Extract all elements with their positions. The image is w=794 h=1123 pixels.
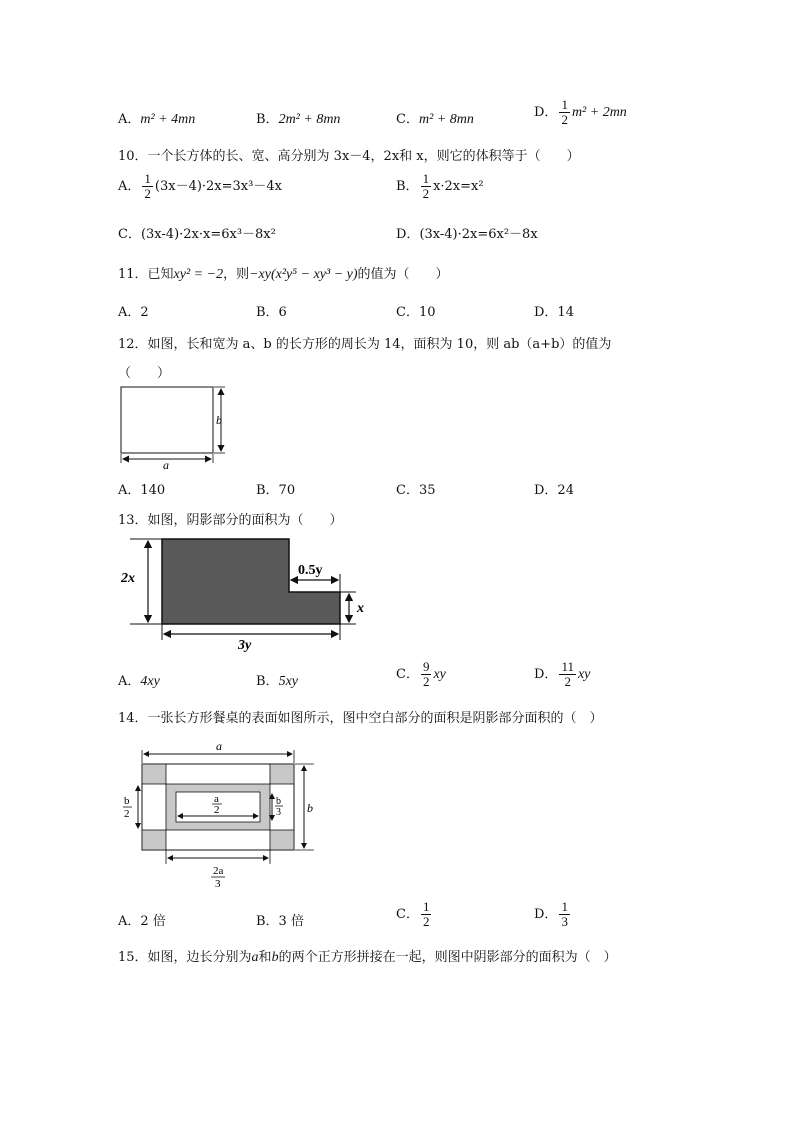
q14-option-d: D． $\frac{1}{3}$ [534,899,568,929]
q12-option-b: B．70 [256,483,296,498]
label-b2-den: 2 [124,808,130,820]
q10-option-a: A． $\frac{1}{2}$ (3x－4)·2x=3x³－4x [118,171,282,201]
q14-option-c: C． $\frac{1}{2}$ [396,899,430,929]
q14-option-b: B．3 倍 [256,914,304,929]
q12-option-c: C．35 [396,483,436,498]
q11-stem: 11．已知xy² = −2，则−xy(x²y⁵ − xy³ − y)的值为（ ） [118,267,449,282]
fraction: $\frac{1}{2}$ [561,97,568,127]
q10-option-b: B． $\frac{1}{2}$ x·2x=x² [396,171,484,201]
option-expression: x·2x=x² [433,179,484,194]
label-b2-num: b [124,795,130,807]
q14-option-a: A．2 倍 [118,914,166,929]
q9-option-a [118,108,195,128]
option-label: D． [534,105,558,120]
label-a: a [163,458,169,471]
q12-option-d: D．24 [534,483,574,498]
q13-option-d: D． $\frac{11}{2}$ xy [534,659,591,689]
q12-stem: 12．如图，长和宽为 a、b 的长方形的周长为 14，面积为 10，则 ab（a+b）的值为 [118,337,612,352]
label-a2-den: 2 [214,804,220,816]
label-a2-num: a [214,793,219,805]
q14-table-figure [118,738,328,890]
label-b: b [216,413,222,427]
option-expression: m² + 2mn [571,105,627,120]
fraction: $\frac{11}{2}$ [561,659,574,689]
q12-option-a: A．140 [118,483,166,498]
fraction: $\frac{1}{2}$ [422,171,430,201]
corner-shade [270,830,294,850]
label-2x: 2x [121,571,135,586]
fraction: $\frac{1}{2}$ [422,899,430,929]
option-expression: (3x-4)·2x·x=6x³－8x² [140,227,276,242]
rectangle-shape [121,387,213,453]
target-expression: −xy(x²y⁵ − xy³ − y) [249,267,358,282]
label-a: a [216,739,222,753]
q13-shaded-figure [118,530,378,654]
option-expression: m² + 4mn [140,112,196,127]
option-expression: (3x-4)·2x=6x²－8x [419,227,538,242]
q12-rectangle-figure [115,383,235,471]
q11-option-c: C．10 [396,305,436,320]
q11-option-a: A．2 [118,305,149,320]
q9-option-c [396,108,474,128]
q14-stem: 14．一张长方形餐桌的表面如图所示，图中空白部分的面积是阴影部分面积的（ ） [118,711,603,726]
q13-option-b: B．5xy [256,674,298,689]
q13-option-c: C． $\frac{9}{2}$ xy [396,659,446,689]
option-expression: (3x－4)·2x=3x³－4x [154,179,282,194]
q9-option-b [256,108,340,128]
q11-option-d: D．14 [534,305,574,320]
option-expression: 2m² + 8mn [278,112,341,127]
corner-shade [142,764,166,784]
label-b3-den: 3 [276,807,281,818]
q10-option-c: C．(3x-4)·2x·x=6x³－8x² [118,227,276,242]
q9-option-d [534,98,627,127]
corner-shade [270,764,294,784]
option-label: B． [256,112,279,127]
q11-option-b: B．6 [256,305,287,320]
q10-option-d: D．(3x-4)·2x=6x²－8x [396,227,538,242]
q12-answer-paren: （ ） [118,366,171,381]
label-b: b [307,801,313,815]
q10-stem: 10．一个长方体的长、宽、高分别为 3x－4，2x和 x，则它的体积等于（ ） [118,149,580,164]
option-expression: m² + 8mn [418,112,474,127]
condition-expression: xy² = −2 [173,267,224,282]
q15-stem: 15．如图，边长分别为a和b的两个正方形拼接在一起，则图中阴影部分的面积为（ ） [118,950,617,965]
q13-stem: 13．如图，阴影部分的面积为（ ） [118,513,343,528]
label-05y: 0.5y [298,563,323,578]
shaded-region [162,539,340,624]
label-b3-num: b [276,796,281,807]
fraction: $\frac{9}{2}$ [422,659,430,689]
label-2a3-den: 3 [215,878,221,890]
corner-shade [142,830,166,850]
q13-option-a: A．4xy [118,674,160,689]
label-3y: 3y [238,638,252,653]
label-2a3-num: 2a [213,865,224,877]
option-label: C． [396,112,419,127]
fraction: $\frac{1}{3}$ [561,899,568,929]
fraction: $\frac{1}{2}$ [144,171,151,201]
label-x: x [357,601,364,616]
option-label: A． [118,112,141,127]
